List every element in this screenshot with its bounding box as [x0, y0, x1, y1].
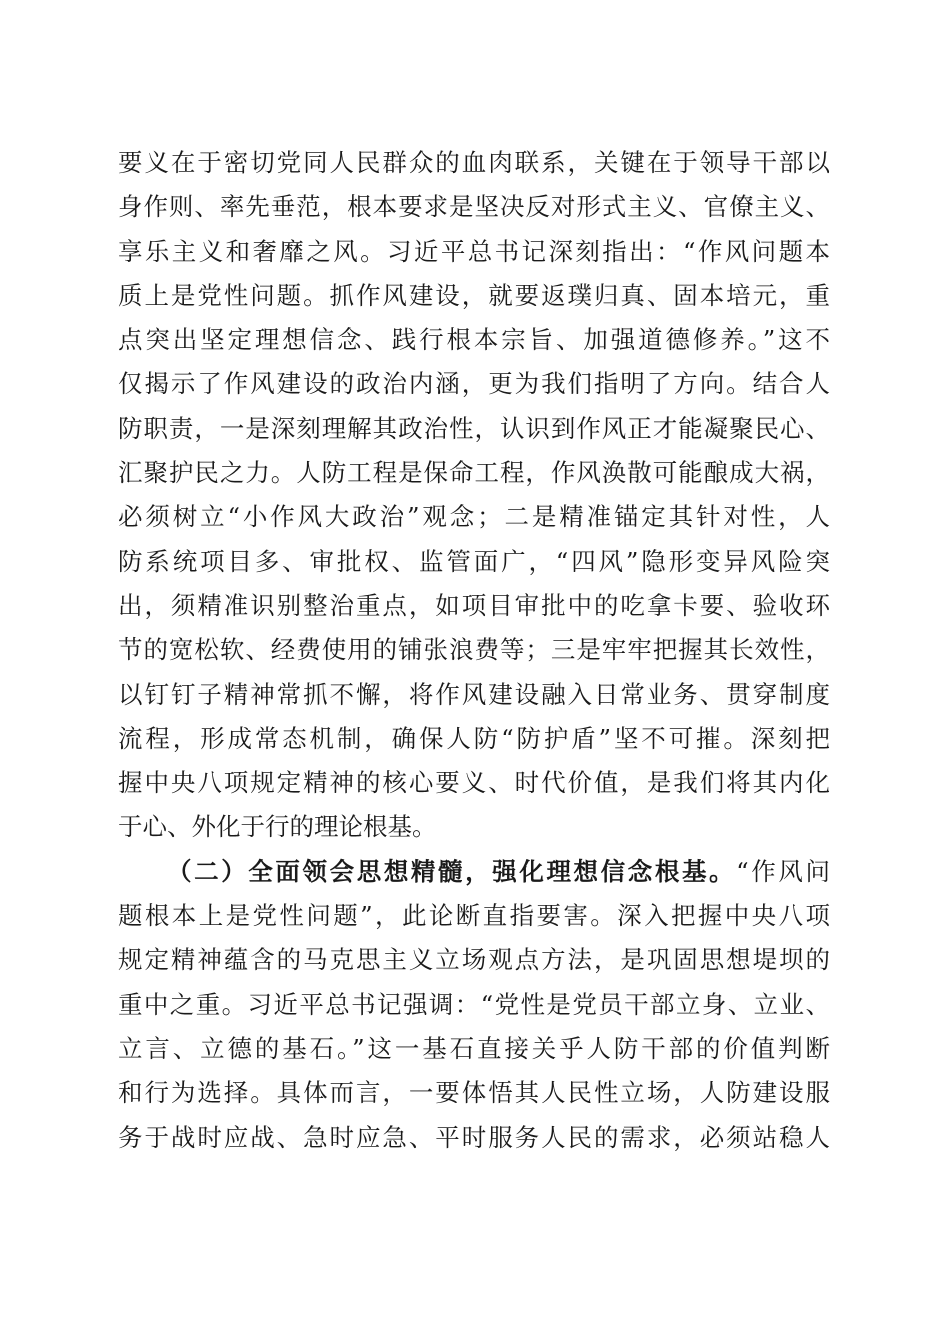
text-line: 于心、外化于行的理论根基。	[118, 812, 437, 842]
paragraph-2	[118, 850, 830, 1160]
text-line: 和行为选择。具体而言，一要体悟其人民性立场，人防建设服	[118, 1078, 830, 1108]
text-line: 规定精神蕴含的马克思主义立场观点方法，是巩固思想堤坝的	[118, 945, 830, 975]
text-line: 流程，形成常态机制，确保人防“防护盾”坚不可摧。深刻把	[118, 723, 830, 753]
text-line: 以钉钉子精神常抓不懈，将作风建设融入日常业务、贯穿制度	[118, 679, 830, 709]
text-line: 出，须精准识别整治重点，如项目审批中的吃拿卡要、验收环	[118, 590, 830, 620]
body-text	[118, 141, 830, 1160]
text-line: 握中央八项规定精神的核心要义、时代价值，是我们将其内化	[118, 768, 830, 798]
text-line: 享乐主义和奢靡之风。习近平总书记深刻指出：“作风问题本	[118, 236, 830, 266]
text-line: 质上是党性问题。抓作风建设，就要返璞归真、固本培元，重	[118, 280, 830, 310]
text-line: 节的宽松软、经费使用的铺张浪费等；三是牢牢把握其长效性，	[118, 635, 830, 665]
section-heading: （二）全面领会思想精髓，强化理想信念根基。	[167, 856, 737, 886]
text-line: 重中之重。习近平总书记强调：“党性是党员干部立身、立业、	[118, 989, 830, 1019]
text-line: 务于战时应战、急时应急、平时服务人民的需求，必须站稳人	[118, 1122, 830, 1152]
text-line: 立言、立德的基石。”这一基石直接关乎人防干部的价值判断	[118, 1033, 830, 1063]
text-line: 题根本上是党性问题”，此论断直指要害。深入把握中央八项	[118, 901, 830, 931]
text-line: 防职责，一是深刻理解其政治性，认识到作风正才能凝聚民心、	[118, 413, 830, 443]
text-line: 要义在于密切党同人民群众的血肉联系，关键在于领导干部以	[118, 148, 830, 177]
text-line: 必须树立“小作风大政治”观念；二是精准锚定其针对性，人	[118, 502, 830, 532]
text-span: “作风问	[736, 856, 831, 886]
text-line: 仅揭示了作风建设的政治内涵，更为我们指明了方向。结合人	[118, 369, 830, 399]
paragraph-2-first-line	[118, 850, 830, 894]
text-line: 点突出坚定理想信念、践行根本宗旨、加强道德修养。”这不	[118, 325, 830, 355]
paragraph-1	[118, 141, 830, 850]
text-line: 防系统项目多、审批权、监管面广，“四风”隐形变异风险突	[118, 546, 830, 576]
text-line: 身作则、率先垂范，根本要求是坚决反对形式主义、官僚主义、	[118, 192, 830, 222]
text-line: 汇聚护民之力。人防工程是保命工程，作风涣散可能酿成大祸，	[118, 458, 830, 488]
